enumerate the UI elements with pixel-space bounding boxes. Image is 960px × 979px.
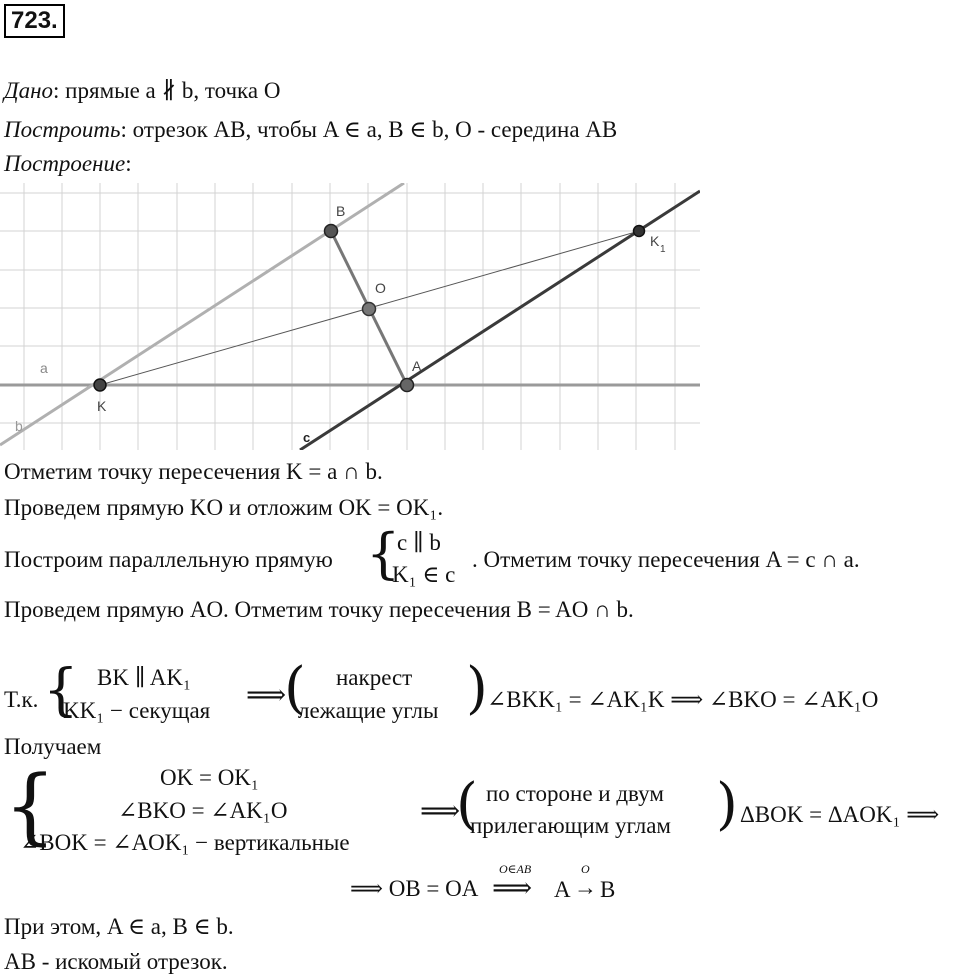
proof-g1: OK = OK₁ [160, 765, 259, 790]
paren-right-2: ) [716, 772, 738, 837]
proof-answer: AB - искомый отрезок. [4, 949, 228, 974]
point-b [325, 225, 338, 238]
step-3-sys-2: K₁ ∈ c [392, 562, 456, 587]
proof-final-b: B [600, 877, 616, 902]
proof-hence: При этом, A ∈ a, B ∈ b. [4, 914, 234, 939]
construct-text: : отрезок AB, чтобы A ∈ a, B ∈ b, O - середина AB [120, 117, 618, 142]
construction-colon: : [125, 151, 132, 176]
proof-final-to: → [574, 875, 597, 900]
label-k1: K [650, 233, 660, 249]
proof-g3: ∠BOK = ∠AOK₁ − вертикальные [20, 830, 350, 855]
proof-final: ⟹ OB = OA [350, 876, 479, 901]
label-line-c: c [303, 430, 311, 445]
step-1: Отметим точку пересечения K = a ∩ b. [4, 459, 383, 484]
proof-final-o: O [581, 862, 590, 876]
paren-left-2: ( [456, 772, 478, 837]
problem-number: 723. [4, 4, 65, 38]
proof-paren-1: накрест [336, 665, 413, 690]
proof-g2: ∠BKO = ∠AK₁O [118, 798, 288, 823]
proof-paren-2: лежащие углы [298, 698, 439, 723]
point-a [401, 379, 414, 392]
label-b: B [336, 203, 346, 219]
paren-left-1: ( [284, 656, 306, 721]
construction-figure [0, 183, 700, 450]
label-o: O [375, 280, 386, 296]
proof-get: Получаем [4, 734, 102, 759]
proof-tk: Т.к. [4, 687, 39, 712]
proof-arrow-1: ⟹ [246, 680, 287, 711]
proof-sys-2: KK₁ − секущая [63, 698, 211, 723]
given-line [4, 77, 280, 105]
label-k: K [97, 398, 107, 414]
label-line-a: a [40, 360, 48, 376]
line-b [0, 183, 404, 445]
proof-final-over: O∈AB [499, 862, 532, 876]
point-k [94, 379, 106, 391]
step-2: Проведем прямую KO и отложим OK = OK₁. [4, 495, 444, 520]
proof-gres: ΔBOK = ΔAOK₁ ⟹ [740, 802, 940, 827]
proof-final-a: A [554, 877, 571, 902]
point-k1 [634, 226, 645, 237]
construction-line [4, 150, 132, 178]
step-4: Проведем прямую AO. Отметим точку пересечения B = AO ∩ b. [4, 597, 634, 622]
proof-brace-1: { [43, 658, 79, 723]
proof-gparen-2: прилегающим углам [470, 813, 671, 838]
label-k1-sub: 1 [660, 244, 666, 255]
step-3-pre: Построим параллельную прямую [4, 547, 333, 572]
given-text: : прямые a ∦ b, точка O [53, 78, 281, 103]
system-brace: { [366, 522, 401, 585]
step-3-sys-1: c ∥ b [397, 530, 441, 555]
point-o [363, 303, 376, 316]
proof-brace-2: { [4, 759, 57, 854]
construct-line [4, 116, 617, 144]
proof-sys-1: BK ∥ AK₁ [97, 665, 192, 690]
step-3-post: . Отметим точку пересечения A = c ∩ a. [472, 547, 860, 572]
construction-label: Построение [4, 151, 126, 176]
given-label: Дано [4, 78, 54, 103]
proof-gparen-1: по стороне и двум [486, 781, 664, 806]
construct-label: Построить [4, 117, 121, 142]
proof-final-arrow: ⟹ [492, 873, 533, 904]
paren-right-1: ) [466, 656, 488, 721]
proof-eq: ∠BKK₁ = ∠AK₁K ⟹ ∠BKO = ∠AK₁O [487, 687, 879, 712]
proof-arrow-2: ⟹ [420, 796, 461, 827]
label-line-b: b [15, 418, 23, 434]
label-a: A [412, 358, 422, 374]
